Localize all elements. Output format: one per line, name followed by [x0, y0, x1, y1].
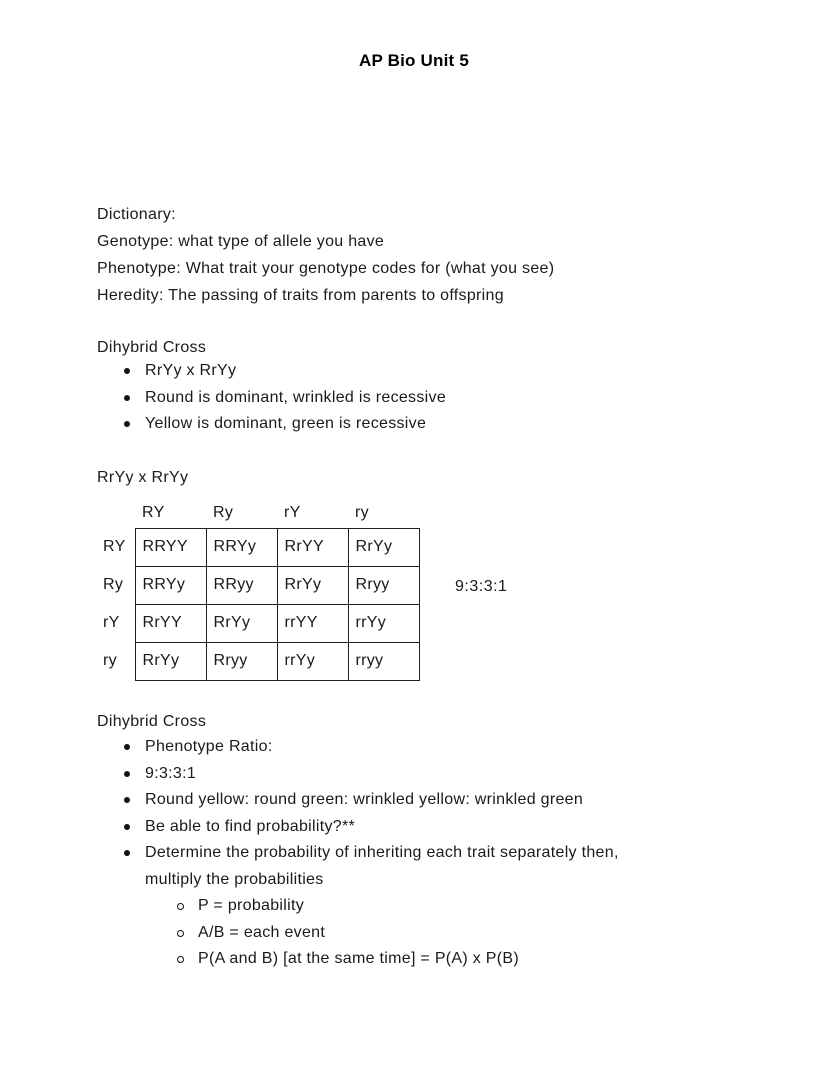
bullet-circle-icon: [177, 930, 184, 937]
punnett-cell: Rryy: [348, 566, 419, 604]
dictionary-line-genotype: Genotype: what type of allele you have: [97, 233, 385, 250]
punnett-cell: Rryy: [206, 642, 277, 680]
punnett-caption: RrYy x RrYy: [97, 469, 189, 486]
punnett-cell: RrYy: [206, 604, 277, 642]
punnett-row-header: Ry: [103, 576, 124, 593]
phenotype-ratio: 9:3:3:1: [455, 578, 508, 595]
bullet-circle-icon: [177, 956, 184, 963]
bullet-text-line-1: Determine the probability of inheriting each trait separately then,: [145, 844, 619, 861]
bullet-item: [122, 840, 619, 973]
punnett-col-header: Ry: [213, 503, 234, 521]
page-title: AP Bio Unit 5: [359, 51, 469, 70]
punnett-cell: RRYy: [206, 528, 277, 566]
punnett-cell: RrYy: [135, 642, 206, 680]
bullet-dot-icon: [124, 797, 130, 803]
punnett-cell: RRyy: [206, 566, 277, 604]
sub-bullet-item: [175, 920, 619, 947]
bullet-item: [122, 761, 619, 788]
punnett-cell: RrYY: [277, 528, 348, 566]
bullet-text: Round yellow: round green: wrinkled yellow: wrinkled green: [145, 791, 584, 808]
punnett-col-header: ry: [355, 503, 369, 521]
bullet-text: Round is dominant, wrinkled is recessive: [145, 388, 447, 406]
dictionary-heading: Dictionary:: [97, 206, 176, 223]
bullet-dot-icon: [124, 421, 130, 427]
punnett-row-header: RY: [103, 538, 126, 555]
punnett-cell: RrYy: [277, 566, 348, 604]
punnett-row: [97, 566, 419, 604]
dictionary-line-phenotype: Phenotype: What trait your genotype codes for (what you see): [97, 260, 555, 277]
sub-bullet-text: A/B = each event: [198, 923, 326, 941]
punnett-cell: rrYy: [277, 642, 348, 680]
punnett-cell: RrYy: [348, 528, 419, 566]
bullet-item: [122, 385, 446, 412]
punnett-corner-cell: [97, 498, 135, 528]
probability-sub-bullet-list: [175, 893, 619, 973]
dihybrid-cross-bullet-list-1: [122, 358, 446, 438]
punnett-row: [97, 604, 419, 642]
sub-bullet-item: [175, 946, 619, 973]
punnett-row-header: rY: [103, 614, 120, 631]
punnett-cell: RrYY: [135, 604, 206, 642]
dihybrid-cross-heading-1: Dihybrid Cross: [97, 339, 207, 356]
punnett-col-header: rY: [284, 503, 301, 521]
bullet-dot-icon: [124, 824, 130, 830]
punnett-cell: RRYY: [135, 528, 206, 566]
bullet-item: [122, 358, 446, 385]
bullet-dot-icon: [124, 395, 130, 401]
punnett-header-row: [97, 498, 419, 528]
punnett-cell: rrYY: [277, 604, 348, 642]
punnett-row: [97, 642, 419, 680]
sub-bullet-item: [175, 893, 619, 920]
bullet-text-line-2: multiply the probabilities: [145, 870, 324, 888]
bullet-text: Yellow is dominant, green is recessive: [145, 415, 427, 432]
sub-bullet-text: P(A and B) [at the same time] = P(A) x P(B): [198, 950, 520, 967]
bullet-text: 9:3:3:1: [145, 764, 197, 782]
bullet-dot-icon: [124, 744, 130, 750]
punnett-square-section: [97, 498, 657, 693]
bullet-dot-icon: [124, 850, 130, 856]
punnett-col-header: RY: [142, 503, 165, 521]
bullet-circle-icon: [177, 903, 184, 910]
dictionary-line-heredity: Heredity: The passing of traits from parents to offspring: [97, 287, 504, 304]
punnett-row: [97, 528, 419, 566]
dictionary-section: [97, 201, 554, 309]
bullet-item: [122, 734, 619, 761]
punnett-row-header: ry: [103, 652, 117, 669]
punnett-cell: RRYy: [135, 566, 206, 604]
punnett-cell: rrYy: [348, 604, 419, 642]
bullet-dot-icon: [124, 368, 130, 374]
bullet-item: [122, 814, 619, 841]
bullet-item: [122, 411, 446, 438]
punnett-cell: rryy: [348, 642, 419, 680]
dihybrid-cross-bullet-list-2: [122, 734, 619, 973]
bullet-item: [122, 787, 619, 814]
dihybrid-cross-heading-2: Dihybrid Cross: [97, 713, 207, 730]
punnett-table: [97, 498, 420, 681]
sub-bullet-text: P = probability: [198, 897, 305, 914]
bullet-text: RrYy x RrYy: [145, 362, 237, 379]
bullet-text: Be able to find probability?**: [145, 817, 356, 835]
bullet-text: Phenotype Ratio:: [145, 738, 273, 755]
bullet-dot-icon: [124, 771, 130, 777]
